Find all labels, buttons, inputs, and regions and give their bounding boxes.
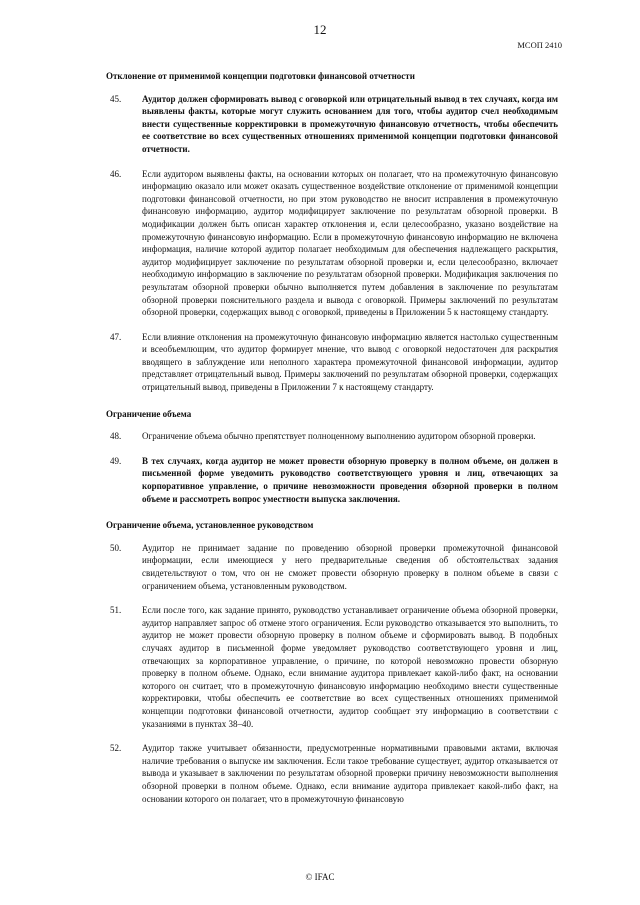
paragraph-text: Ограничение объема обычно препятствует полноценному выполнению аудитором обзорной проверки. bbox=[142, 431, 536, 442]
paragraph-49 bbox=[106, 455, 558, 505]
paragraph-text: Если аудитором выявлены факты, на основании которых он полагает, что на промежуточную финансовую информацию оказало или может оказать существенное воздействие отклонение от применимой концепции подготовки финансовой отчетности, но при этом руководство не вносит исправления в промежуточную финансовую информацию, аудитор модифицирует заключение по результатам обзорной проверки. В модификации должен быть описан характер отклонения и, если целесообразно, указано воздействие на промежуточную финансовую информацию. Если в промежуточную финансовую информацию не включена информация, наличие которой аудитор полагает необходимым для обеспечения надлежащего раскрытия, аудитор модифицирует заключение по результатам обзорной проверки и, если целесообразно, включает необходимую информацию в заключение по результатам обзорной проверки. Модификация заключения по результатам обзорной проверки обычно выполняется путем добавления в заключение по результатам обзорной проверки пояснительного раздела и вывода с оговоркой. Примеры заключений по результатам обзорной проверки, содержащих вывод с оговоркой, приведены в Приложении 5 к настоящему стандарту. bbox=[142, 168, 558, 318]
paragraph-45 bbox=[106, 93, 558, 156]
paragraph-number: 49. bbox=[110, 455, 122, 466]
standard-code: МСОП 2410 bbox=[517, 40, 562, 50]
paragraph-text: Аудитор не принимает задание по проведению обзорной проверки промежуточной финансовой информации, если имеющиеся у него предварительные сведения об обстоятельствах задания свидетельствуют о том, что он не сможет провести обзорную проверку в полном объеме в связи с ограничением объема, установленным руководством. bbox=[142, 542, 558, 591]
paragraph-text: В тех случаях, когда аудитор не может провести обзорную проверку в полном объеме, он должен в письменной форме уведомить руководство соответствующего уровня и лиц, отвечающих за корпоративное управление, о причине невозможности проведения обзорной проверки в полном объеме и рассмотреть вопрос уместности выпуска заключения. bbox=[142, 455, 558, 504]
paragraph-number: 50. bbox=[110, 542, 122, 553]
paragraph-52 bbox=[106, 742, 558, 805]
paragraph-number: 47. bbox=[110, 331, 122, 342]
paragraph-50 bbox=[106, 542, 558, 592]
paragraph-number: 46. bbox=[110, 168, 122, 179]
paragraph-number: 52. bbox=[110, 743, 122, 754]
paragraph-48 bbox=[106, 430, 558, 443]
paragraph-text: Если влияние отклонения на промежуточную финансовую информацию является настолько существенным и всеобъемлющим, что аудитор формирует мнение, что вывод с оговоркой недостаточен для раскрытия вводящего в заблуждение или неполного характера промежуточной финансовой информации, аудитор представляет отрицательный вывод. Примеры заключений по результатам обзорной проверки, содержащих отрицательный вывод, приведены в Приложении 7 к настоящему стандарту. bbox=[142, 331, 558, 393]
paragraph-51 bbox=[106, 604, 558, 730]
copyright-footer: © IFAC bbox=[305, 872, 335, 882]
section-heading: Ограничение объема, установленное руководством bbox=[106, 520, 314, 531]
paragraph-text: Аудитор также учитывает обязанности, предусмотренные нормативными правовыми актами, включая наличие требования о выпуске им заключения. Если такое требование существует, аудитор отказывается от вывода и указывает в заключении по результатам обзорной проверки причину невозможности выполнения обзорной проверки в полном объеме. Однако, если внимание аудитора привлекает какой-либо факт, на основании которого он полагает, что в промежуточную финансовую bbox=[142, 743, 558, 804]
paragraph-number: 48. bbox=[110, 431, 122, 442]
page-number: 12 bbox=[313, 22, 327, 37]
section-heading: Ограничение объема bbox=[106, 408, 192, 419]
paragraph-text: Если после того, как задание принято, руководство устанавливает ограничение объема обзорной проверки, аудитор направляет запрос об отмене этого ограничения. Если руководство отказывается это выполнить, то аудитор не может провести обзорную проверку в полном объеме и сформировать вывод. В подобных случаях аудитор в письменной форме уведомляет руководство соответствующего уровня и лиц, отвечающих за корпоративное управление, о причине, по которой невозможно провести обзорную проверку в полном объеме. Однако, если внимание аудитора привлекает какой-либо факт, на основании которого он считает, что в промежуточную финансовую информацию необходимо внести существенные корректировки, чтобы обеспечить ее соответствие во всех существенных отношениях применимой концепции подготовки финансовой отчетности, аудитор сообщает эту информацию в соответствии с указаниями в пунктах 38–40. bbox=[142, 605, 558, 729]
section-heading: Отклонение от применимой концепции подготовки финансовой отчетности bbox=[106, 71, 415, 81]
document-body bbox=[106, 70, 558, 817]
paragraph-number: 51. bbox=[110, 605, 122, 616]
paragraph-text: Аудитор должен сформировать вывод с оговоркой или отрицательный вывод в тех случаях, когда им выявлены факты, которые могут служить основанием для того, чтобы аудитор счел необходимым внести существенные корректировки в промежуточную финансовую отчетность, чтобы обеспечить ее соответствие во всех существенных отношениях применимой концепции подготовки финансовой отчетности. bbox=[142, 93, 558, 154]
paragraph-47 bbox=[106, 331, 558, 394]
paragraph-46 bbox=[106, 168, 558, 319]
paragraph-number: 45. bbox=[110, 93, 122, 104]
